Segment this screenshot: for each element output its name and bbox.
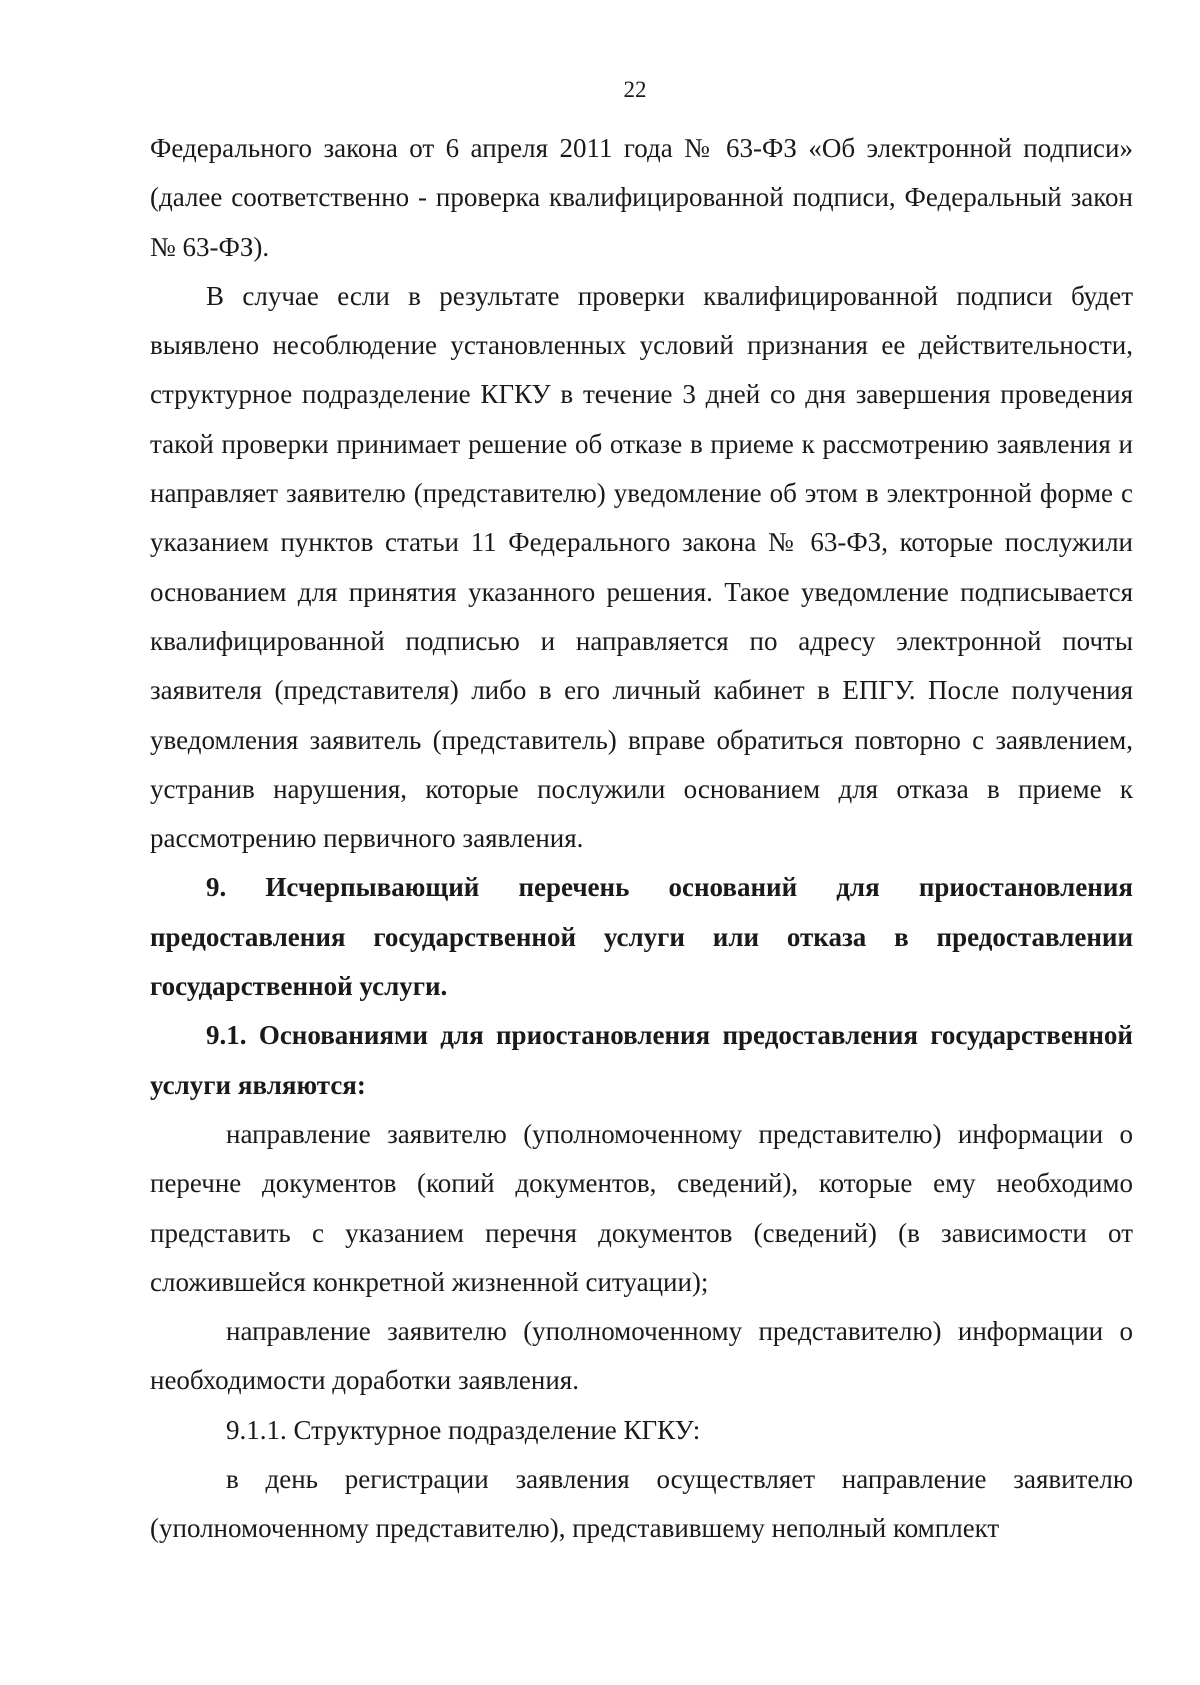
section-heading-9: 9. Исчерпывающий перечень оснований для приостановления предоставления государственной услуги или отказа в предоставлении государственной услуги. — [150, 872, 1133, 1002]
paragraph-continuation: Федерального закона от 6 апреля 2011 года № 63-ФЗ «Об электронной подписи» (далее соответственно - проверка квалифицированной подписи, Федеральный закон № 63-ФЗ). — [150, 133, 1133, 262]
subsection-heading-9-1: 9.1. Основаниями для приостановления предоставления государственной услуги являются: — [150, 1020, 1133, 1100]
paragraph-revision-info: направление заявителю (уполномоченному представителю) информации о необходимости доработки заявления. — [150, 1316, 1133, 1396]
paragraph-signature-check: В случае если в результате проверки квалифицированной подписи будет выявлено несоблюдение установленных условий признания ее действительности, структурное подразделение КГКУ в течение 3 дней со дня завершения проведения такой проверки принимает решение об отказе в приеме к рассмотрению заявления и направляет заявителю (представителю) уведомление об этом в электронной форме с указанием пунктов статьи 11 Федерального закона № 63-ФЗ, которые послужили основанием для принятия указанного решения. Такое уведомление подписывается квалифицированной подписью и направляется по адресу электронной почты заявителя (представителя) либо в его личный кабинет в ЕПГУ. После получения уведомления заявитель (представитель) вправе обратиться повторно с заявлением, устранив нарушения, которые послужили основанием для отказа в приеме к рассмотрению первичного заявления. — [150, 280, 1133, 854]
clause-9-1-1: 9.1.1. Структурное подразделение КГКУ: — [226, 1414, 701, 1445]
paragraph-documents-list: направление заявителю (уполномоченному представителю) информации о перечне документов (копий документов, сведений), которые ему необходимо представить с указанием перечня документов (сведений) (в зависимости от сложившейся конкретной жизненной ситуации); — [150, 1118, 1133, 1297]
document-body — [150, 124, 1133, 1554]
paragraph-registration-day: в день регистрации заявления осуществляет направление заявителю (уполномоченному представителю), представившему неполный комплект — [150, 1464, 1133, 1544]
page-number: 22 — [623, 77, 647, 102]
